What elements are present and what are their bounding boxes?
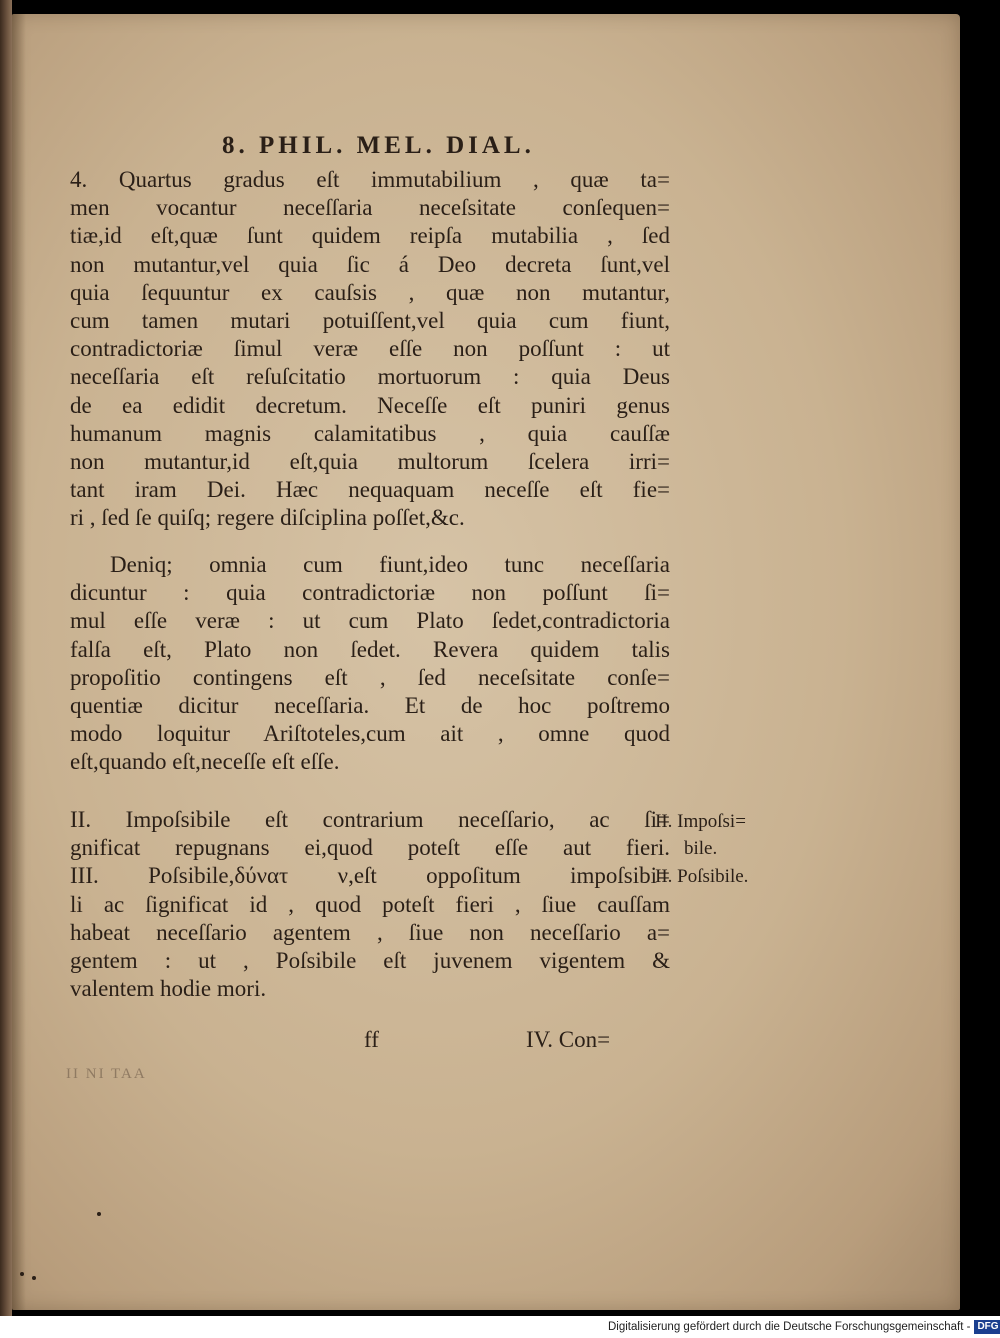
text-line: men vocantur neceſſaria neceſsitate conſequen= bbox=[70, 195, 670, 221]
text-line: quia ſequuntur ex cauſsis , quæ non mutantur, bbox=[70, 279, 670, 305]
footer-text: Digitalisierung gefördert durch die Deutsche Forschungsgemeinschaft - bbox=[608, 1321, 971, 1334]
faint-bleedthrough-mark: II NI TAA bbox=[66, 1066, 147, 1082]
ink-speck bbox=[97, 1212, 101, 1216]
text-line: mul eſſe veræ : ut cum Plato ſedet,contradictoria bbox=[70, 608, 670, 634]
text-line: modo loquitur Ariſtoteles,cum ait , omne quod bbox=[70, 721, 670, 747]
text-line: li ac ſignificat id , quod poteſt fieri , ſiue cauſſam bbox=[70, 891, 670, 917]
text-line: II. Impoſsibile eſt contrarium neceſſario, ac ſi= bbox=[70, 807, 670, 832]
text-line: ri , ſed ſe quiſq; regere diſciplina poſſet,&c. bbox=[70, 505, 465, 531]
text-line: Deniq; omnia cum fiunt,ideo tunc neceſſaria bbox=[110, 552, 670, 577]
margin-note-impossibile: II. Impoſsi= bbox=[655, 811, 746, 832]
running-head: 8. PHIL. MEL. DIAL. bbox=[222, 132, 535, 159]
text-line: tiæ,id eſt,quæ ſunt quidem reipſa mutabilia , ſed bbox=[70, 223, 670, 249]
ink-speck bbox=[20, 1272, 24, 1276]
ink-speck bbox=[32, 1276, 36, 1280]
text-line: dicuntur : quia contradictoriæ non poſſunt ſi= bbox=[70, 580, 670, 606]
text-line: 4. Quartus gradus eſt immutabilium , quæ ta= bbox=[70, 167, 670, 192]
text-line: contradictoriæ ſimul veræ eſſe non poſſunt : ut bbox=[70, 336, 670, 362]
text-line: quentiæ dicitur neceſſaria. Et de hoc poſtremo bbox=[70, 693, 670, 718]
text-line: non mutantur,vel quia ſic á Deo decreta ſunt,vel bbox=[70, 251, 670, 277]
text-line: valentem hodie mori. bbox=[70, 976, 267, 1002]
text-line: neceſſaria eſt reſuſcitatio mortuorum : quia Deus bbox=[70, 364, 670, 390]
signature-mark: ff bbox=[364, 1027, 379, 1052]
margin-note-bile: bile. bbox=[684, 838, 718, 859]
page-gutter-shadow bbox=[12, 14, 26, 1310]
text-line: III. Poſsibile,δύνατ ν,eſt oppoſitum impoſsibi= bbox=[70, 863, 670, 889]
text-line: falſa eſt, Plato non ſedet. Revera quidem talis bbox=[70, 636, 670, 662]
text-line: habeat neceſſario agentem , ſiue non neceſſario a= bbox=[70, 919, 670, 945]
text-line: cum tamen mutari potuiſſent,vel quia cum fiunt, bbox=[70, 308, 670, 333]
margin-note-possibile: II. Poſsibile. bbox=[655, 866, 749, 887]
text-line: non mutantur,id eſt,quia multorum ſcelera irri= bbox=[70, 449, 670, 474]
digitization-footer bbox=[608, 1320, 1000, 1338]
text-line: de ea edidit decretum. Neceſſe eſt puniri genus bbox=[70, 392, 670, 418]
text-line: humanum magnis calamitatibus , quia cauſſæ bbox=[70, 420, 670, 446]
book-spine bbox=[0, 0, 12, 1316]
text-line: gentem : ut , Poſsibile eſt juvenem vigentem & bbox=[70, 948, 670, 973]
text-line: eſt,quando eſt,neceſſe eſt eſſe. bbox=[70, 749, 340, 775]
dfg-logo: DFG bbox=[974, 1320, 1000, 1334]
catchword: IV. Con= bbox=[526, 1027, 611, 1052]
text-line: tant iram Dei. Hæc nequaquam neceſſe eſt fie= bbox=[70, 477, 670, 503]
text-line: gnificat repugnans ei,quod poteſt eſſe aut fieri. bbox=[70, 835, 670, 861]
text-line: propoſitio contingens eſt , ſed neceſsitate conſe= bbox=[70, 664, 670, 690]
